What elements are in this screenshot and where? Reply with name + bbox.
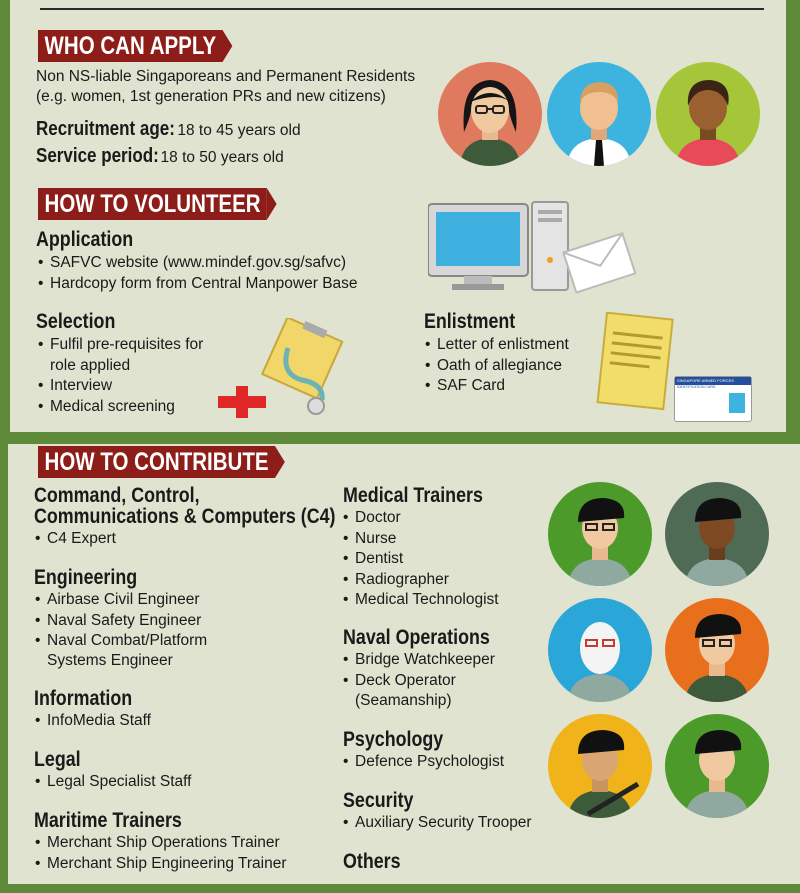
recruitment-age-value: 18 to 45 years old bbox=[177, 122, 301, 139]
list-item: • Dentist bbox=[343, 549, 499, 570]
information-heading: Information bbox=[34, 687, 133, 710]
naval-heading: Naval Operations bbox=[343, 626, 490, 649]
list-item: • Merchant Ship Engineering Trainer bbox=[35, 854, 287, 875]
service-period-value: 18 to 50 years old bbox=[160, 149, 284, 166]
selection-heading: Selection bbox=[36, 310, 116, 333]
c4-heading-line-2: Communications & Computers (C4) bbox=[34, 505, 336, 528]
soldier-avatar-icon bbox=[665, 714, 769, 818]
selection-list bbox=[38, 335, 203, 417]
list-item: • Merchant Ship Operations Trainer bbox=[35, 833, 287, 854]
others-heading: Others bbox=[343, 850, 401, 873]
enlistment-letter-icon bbox=[596, 312, 676, 412]
naval-item-continuation: (Seamanship) bbox=[355, 692, 452, 709]
list-item: • Bridge Watchkeeper bbox=[343, 650, 495, 671]
soldier-dark-avatar-icon bbox=[665, 482, 769, 586]
application-heading: Application bbox=[36, 228, 134, 251]
how-to-contribute-banner: HOW TO CONTRIBUTE bbox=[38, 446, 275, 478]
soldier-rifle-avatar-icon bbox=[548, 714, 652, 818]
who-line-2: (e.g. women, 1st generation PRs and new citizens) bbox=[36, 88, 386, 105]
how-to-volunteer-banner: HOW TO VOLUNTEER bbox=[38, 188, 267, 220]
soldier-stethoscope-avatar-icon bbox=[665, 598, 769, 702]
soldier-mask-avatar-icon bbox=[548, 598, 652, 702]
naval-list bbox=[343, 650, 495, 691]
list-item: • Legal Specialist Staff bbox=[35, 772, 191, 793]
saf-card-title: SINGAPORE ARMED FORCES bbox=[675, 377, 751, 385]
medical-list bbox=[343, 508, 499, 611]
list-item: • Naval Safety Engineer bbox=[35, 611, 207, 632]
list-item: • Auxiliary Security Trooper bbox=[343, 813, 532, 834]
list-item: • Fulfil pre-requisites for bbox=[38, 335, 203, 356]
enlistment-list bbox=[425, 335, 569, 397]
who-can-apply-banner: WHO CAN APPLY bbox=[38, 30, 223, 62]
c4-list bbox=[35, 529, 116, 550]
engineering-list bbox=[35, 590, 207, 652]
security-heading: Security bbox=[343, 789, 414, 812]
c4-heading-line-1: Command, Control, bbox=[34, 484, 200, 507]
top-divider bbox=[40, 8, 764, 10]
engineering-heading: Engineering bbox=[34, 566, 138, 589]
list-item: • C4 Expert bbox=[35, 529, 116, 550]
soldier-headset-avatar-icon bbox=[548, 482, 652, 586]
security-list bbox=[343, 813, 532, 834]
list-item-continuation: role applied bbox=[50, 356, 131, 374]
saf-card-icon bbox=[674, 376, 752, 422]
medical-heading: Medical Trainers bbox=[343, 484, 483, 507]
list-item: • SAF Card bbox=[425, 376, 569, 397]
list-item: • Nurse bbox=[343, 529, 499, 550]
person-avatar-icon bbox=[656, 62, 760, 166]
enlistment-heading: Enlistment bbox=[424, 310, 516, 333]
list-item: • Airbase Civil Engineer bbox=[35, 590, 207, 611]
service-period-label: Service period: bbox=[36, 145, 159, 167]
list-item: • Hardcopy form from Central Manpower Base bbox=[38, 274, 358, 295]
recruitment-age-label: Recruitment age: bbox=[36, 118, 175, 140]
engineering-item-continuation: Systems Engineer bbox=[47, 652, 173, 669]
list-item: • Doctor bbox=[343, 508, 499, 529]
maritime-list bbox=[35, 833, 287, 874]
list-item: • Letter of enlistment bbox=[425, 335, 569, 356]
medical-clipboard-icon bbox=[210, 318, 350, 418]
maritime-heading: Maritime Trainers bbox=[34, 809, 182, 832]
list-item: • SAFVC website (www.mindef.gov.sg/safvc) bbox=[38, 253, 358, 274]
information-list bbox=[35, 711, 151, 732]
list-item: • Interview bbox=[38, 376, 203, 397]
woman-avatar-icon bbox=[438, 62, 542, 166]
legal-heading: Legal bbox=[34, 748, 81, 771]
saf-card-photo bbox=[729, 393, 745, 413]
list-item: • Deck Operator bbox=[343, 671, 495, 692]
who-line-1: Non NS-liable Singaporeans and Permanent Residents bbox=[36, 68, 416, 85]
list-item: • Radiographer bbox=[343, 570, 499, 591]
list-item: • Naval Combat/Platform bbox=[35, 631, 207, 652]
service-period bbox=[36, 146, 284, 169]
list-item: • Oath of allegiance bbox=[425, 356, 569, 377]
list-item: • Medical screening bbox=[38, 397, 203, 418]
legal-list bbox=[35, 772, 191, 793]
list-item: • InfoMedia Staff bbox=[35, 711, 151, 732]
list-item bbox=[38, 356, 203, 377]
application-list bbox=[38, 253, 358, 294]
envelope-icon bbox=[562, 230, 636, 294]
man-avatar-icon bbox=[547, 62, 651, 166]
recruitment-age bbox=[36, 119, 301, 142]
psychology-heading: Psychology bbox=[343, 728, 444, 751]
list-item: • Medical Technologist bbox=[343, 590, 499, 611]
psychology-list bbox=[343, 752, 504, 773]
saf-card-subtitle: IDENTIFICATION CARD bbox=[677, 385, 716, 389]
list-item: • Defence Psychologist bbox=[343, 752, 504, 773]
